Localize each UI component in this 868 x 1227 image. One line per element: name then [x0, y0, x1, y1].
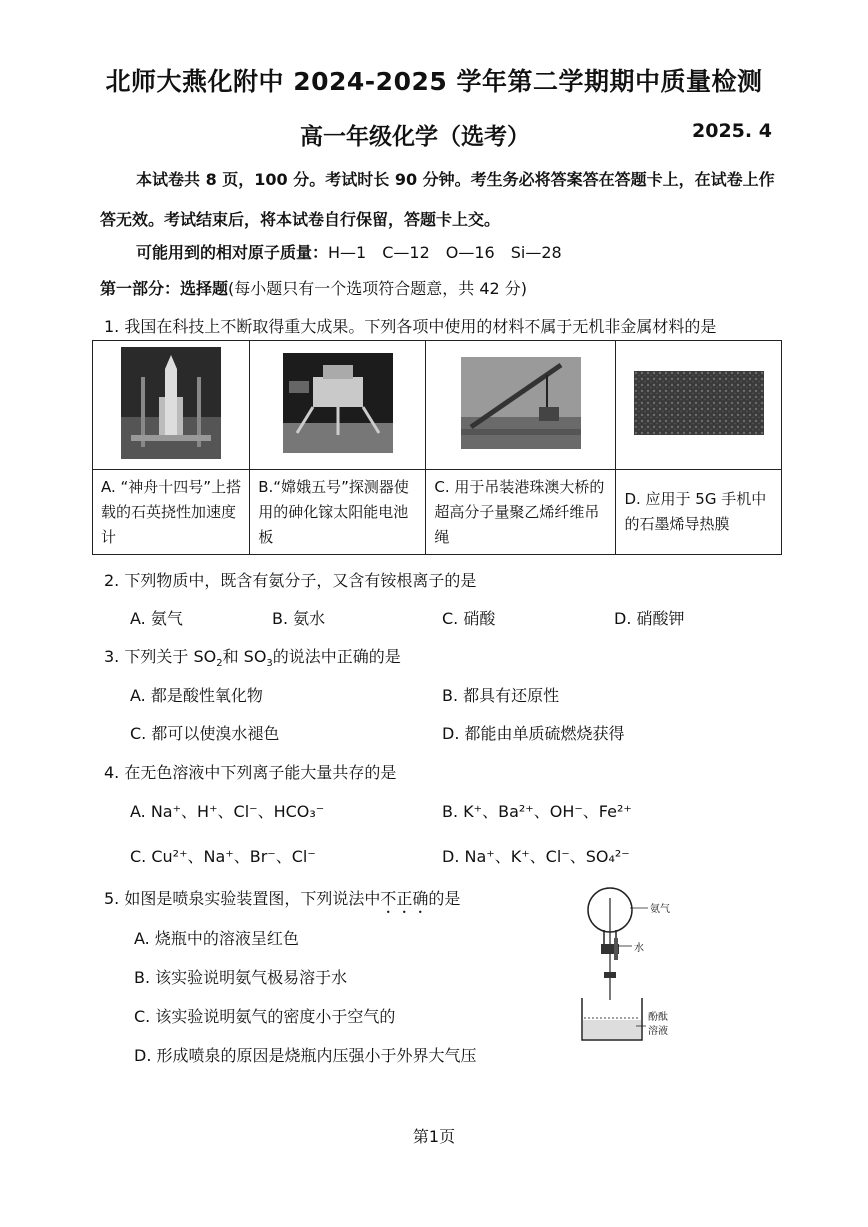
lunar-lander-photo-icon [283, 353, 393, 453]
crane-photo-icon [461, 357, 581, 449]
atomic-masses-label: 可能用到的相对原子质量： [136, 243, 329, 262]
exam-subtitle: 高一年级化学（选考） [300, 124, 530, 150]
q5-stem-pre: 5. 如图是喷泉实验装置图，下列说法中 [104, 889, 381, 908]
q5-stem [104, 886, 460, 917]
q1-option-c-image [426, 341, 616, 470]
q3-stem-pre: 3. 下列关于 SO [104, 647, 217, 666]
q3-option-a: A. 都是酸性氧化物 [130, 686, 263, 705]
q4-stem: 4. 在无色溶液中下列离子能大量共存的是 [104, 763, 397, 782]
figure-label-solution: 溶液 [648, 1026, 668, 1037]
figure-label-indicator: 酚酞 [648, 1012, 668, 1023]
q1-option-d: D. 应用于 5G 手机中的石墨烯导热膜 [616, 470, 782, 555]
q3-stem-mid: 和 SO [222, 647, 267, 666]
atomic-masses-values: H—1 C—12 O—16 Si—28 [328, 243, 562, 262]
q2-option-c: C. 硝酸 [442, 609, 496, 628]
page-number: 第1页 [412, 1127, 456, 1146]
q1-option-b-image [250, 341, 426, 470]
rocket-photo-icon [121, 347, 221, 459]
figure-label-water: 水 [634, 943, 644, 954]
q1-stem: 1. 我国在科技上不断取得重大成果。下列各项中使用的材料不属于无机非金属材料的是 [104, 317, 717, 336]
q3-stem-post: 的说法中正确的是 [272, 647, 401, 666]
atomic-masses [136, 240, 562, 263]
q3-option-d: D. 都能由单质硫燃烧获得 [442, 724, 625, 743]
part1-note: (每小题只有一个选项符合题意，共 42 分) [228, 279, 528, 298]
graphene-film-photo-icon [634, 371, 764, 435]
q1-option-b: B.“嫦娥五号”探测器使用的砷化镓太阳能电池板 [250, 470, 426, 555]
exam-title: 北师大燕化附中 2024-2025 学年第二学期期中质量检测 [105, 67, 763, 96]
q2-option-d: D. 硝酸钾 [614, 609, 685, 628]
q5-option-d: D. 形成喷泉的原因是烧瓶内压强小于外界大气压 [134, 1046, 477, 1065]
q3-option-b: B. 都具有还原性 [442, 686, 560, 705]
figure-label-gas: 氨气 [650, 904, 670, 915]
q4-option-a: A. Na⁺、H⁺、Cl⁻、HCO₃⁻ [130, 802, 325, 821]
q4-option-c: C. Cu²⁺、Na⁺、Br⁻、Cl⁻ [130, 847, 316, 866]
q5-stem-emphasis: 不正确 [380, 889, 429, 908]
exam-date: 2025. 4 [692, 120, 772, 142]
q1-option-a-image [93, 341, 250, 470]
q4-option-b: B. K⁺、Ba²⁺、OH⁻、Fe²⁺ [442, 802, 632, 821]
q1-options-table [92, 340, 782, 555]
exam-notice: 本试卷共 8 页，100 分。考试时长 90 分钟。考生务必将答案答在答题卡上，在试卷上作答无效。考试结束后，将本试卷自行保留，答题卡上交。 [100, 170, 775, 229]
q4-option-d: D. Na⁺、K⁺、Cl⁻、SO₄²⁻ [442, 847, 630, 866]
q5-option-b: B. 该实验说明氨气极易溶于水 [134, 968, 348, 987]
q1-option-d-image [616, 341, 782, 470]
part1-label: 第一部分：选择题 [100, 279, 229, 298]
q2-stem: 2. 下列物质中，既含有氨分子，又含有铵根离子的是 [104, 571, 477, 590]
q5-option-c: C. 该实验说明氨气的密度小于空气的 [134, 1007, 396, 1026]
q2-option-b: B. 氨水 [272, 609, 326, 628]
q3-stem [104, 644, 401, 669]
q1-option-c: C. 用于吊装港珠澳大桥的超高分子量聚乙烯纤维吊绳 [426, 470, 616, 555]
part1-header [100, 276, 527, 299]
q5-stem-post: 的是 [428, 889, 461, 908]
q3-sub3: 3 [266, 658, 273, 670]
q2-option-a: A. 氨气 [130, 609, 183, 628]
q1-option-a: A. “神舟十四号”上搭载的石英挠性加速度计 [93, 470, 250, 555]
q3-option-c: C. 都可以使溴水褪色 [130, 724, 280, 743]
q5-option-a: A. 烧瓶中的溶液呈红色 [134, 929, 299, 948]
q3-sub2: 2 [216, 658, 223, 670]
